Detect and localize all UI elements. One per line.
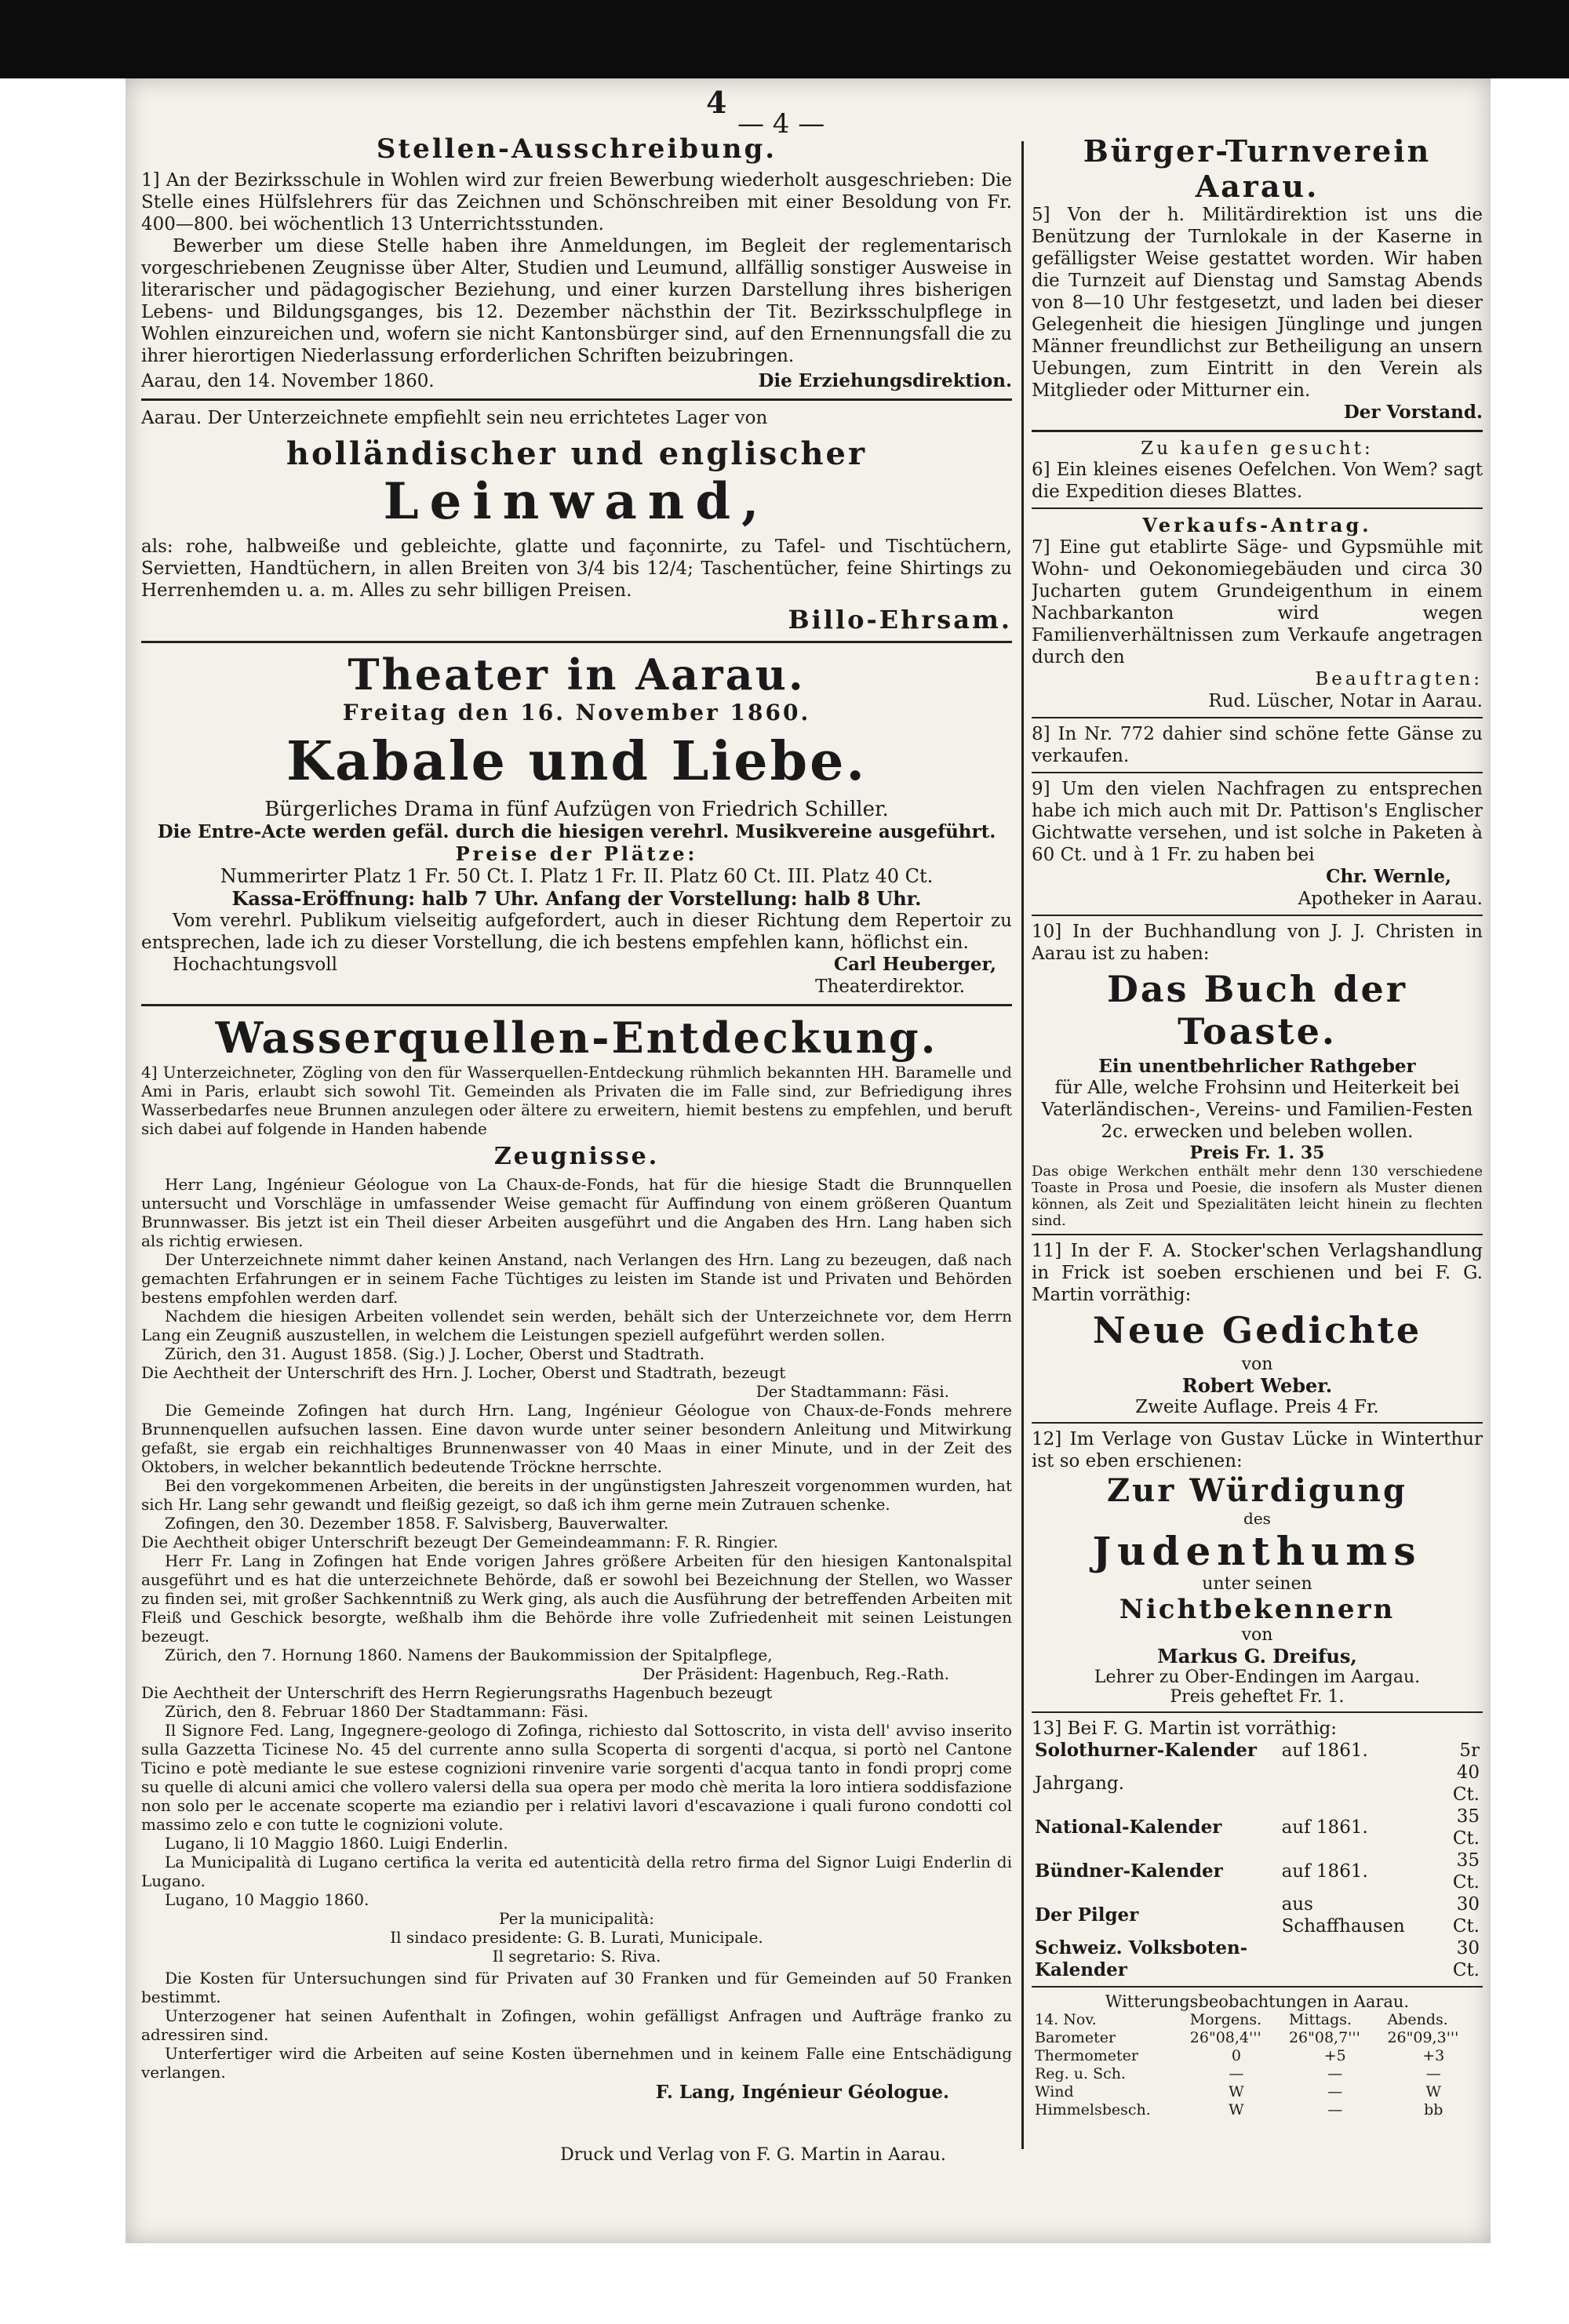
verkauf-b2: Beauftragten: <box>1315 669 1483 689</box>
gedichte-ed: Zweite Auflage. Preis 4 Fr. <box>1135 1397 1379 1417</box>
verkauf-sign: Rud. Lüscher, Notar in Aarau. <box>1208 691 1483 711</box>
table-row <box>1032 1849 1483 1893</box>
wasser-title: Wasserquellen-Entdeckung. <box>215 1013 938 1063</box>
toaste-body: für Alle, welche Frohsinn und Heiterkeit bei Vaterländischen-, Vereins- und Familien-Festen 2c. erwecken und beleben wollen. <box>1041 1078 1473 1142</box>
table-row <box>1032 2083 1483 2101</box>
theater-preise: Preise der Plätze: <box>455 842 698 865</box>
divider <box>141 398 1012 401</box>
header-cell: 14. Nov. <box>1035 2011 1097 2028</box>
wasser-z5d: Zofingen, den 30. Dezember 1858. F. Salvisberg, Bauverwalter. <box>165 1514 669 1533</box>
leinwand-sign: Billo-Ehrsam. <box>788 605 1012 635</box>
wasser-z9: La Municipalità di Lugano certifica la verita ed autenticità della retro firma del Signor Luigi Enderlin di Lugano. <box>141 1853 1012 1890</box>
table-row <box>1032 2101 1483 2119</box>
gicht-sign: Chr. Wernle, <box>1326 866 1451 887</box>
juden-t4: Nichtbekennern <box>1119 1594 1396 1625</box>
cell: Reg. u. Sch. <box>1035 2065 1127 2082</box>
turn-sign: Der Vorstand. <box>1343 402 1483 423</box>
wasser-z2: Der Unterzeichnete nimmt daher keinen Anstand, nach Verlangen des Hrn. Lang zu bezeugen, daß nach gemachten Erfahrungen er in seinem Fache Tüchtiges zu leisten im Stande ist und Privaten und Behörden bestens empfohlen werden darf. <box>141 1250 1012 1307</box>
kalender-intro: 13] Bei F. G. Martin ist vorräthig: <box>1032 1718 1338 1739</box>
wasser-z4: Die Gemeinde Zofingen hat durch Hrn. Lang, Ingénieur Géologue von Chaux-de-Fonds mehrere Brunnenquellen aufsuchen lassen. Eine davon wurde unter seiner besondern Anleitung und Mitwirkung gefaßt, sie ergab ein reichhaltiges Brunnenwasser von 40 Maas in einer Minute, und in der Zeit des Oktobers, in welcher bekanntlich bedeutende Tröckne herrschte. <box>141 1401 1012 1476</box>
theater-ad <box>141 649 1012 998</box>
table-row <box>1032 2029 1483 2047</box>
kaufen-head: Zu kaufen gesucht: <box>1141 438 1374 459</box>
turn-title: Bürger-Turnverein Aarau. <box>1083 133 1432 204</box>
theater-prices: Nummerirter Platz 1 Fr. 50 Ct. I. Platz 1 Fr. II. Platz 60 Ct. III. Platz 40 Ct. <box>220 865 934 887</box>
wasser-n3: Unterfertiger wird die Arbeiten auf seine Kosten übernehmen und in keinem Falle eine Entschädigung verlangen. <box>141 2044 1012 2082</box>
wasser-z1: Herr Lang, Ingénieur Géologue von La Chaux-de-Fonds, hat für die hiesige Stadt die Brunnquellen untersucht und Vorschläge in umfassender Weise gemacht für Auffindung von einem größeren Quantum Brunnwasser. Bis jetzt ist ein Theil dieser Arbeiten ausgeführt und die Angaben des Hrn. Lang haben sich als richtig erwiesen. <box>141 1175 1012 1250</box>
kalender-price: 35 Ct. <box>1452 1850 1480 1893</box>
divider <box>1032 1234 1483 1235</box>
wasser-z7: Die Aechtheit der Unterschrift des Herrn Regierungsraths Hagenbuch bezeugt <box>141 1683 773 1702</box>
stellen-date: Aarau, den 14. November 1860. <box>141 371 435 391</box>
imprint: Druck und Verlag von F. G. Martin in Aarau. <box>560 2145 946 2165</box>
wasser-z7d: Zürich, den 8. Februar 1860 Der Stadtammann: Fäsi. <box>165 1702 589 1721</box>
cell: Himmelsbesch. <box>1035 2101 1151 2119</box>
kalender-table <box>1032 1740 1483 1981</box>
wasser-z6e: Der Präsident: Hagenbuch, Reg.-Rath. <box>643 1664 949 1683</box>
cell: +5 <box>1323 2047 1346 2064</box>
stellen-ad <box>141 133 1012 392</box>
header-cell: Morgens. <box>1189 2011 1262 2028</box>
cell: 26"08,7''' <box>1288 2029 1360 2046</box>
wasser-n1: Die Kosten für Untersuchungen sind für Privaten auf 30 Franken und für Gemeinden auf 50 Franken bestimmt. <box>141 1969 1012 2006</box>
kalender-price: 30 Ct. <box>1452 1938 1480 1980</box>
kalender-year: auf 1861. <box>1281 1861 1368 1882</box>
leinwand-body: als: rohe, halbweiße und gebleichte, glatte und façonnirte, zu Tafel- und Tischtüchern, Servietten, Handtüchern, in allen Breiten von 3/4 bis 12/4; Taschentücher, feine Shirtings zu Herrenhemden u. a. m. Alles zu sehr billigen Preisen. <box>141 536 1012 601</box>
theater-date: Freitag den 16. November 1860. <box>342 700 811 726</box>
left-column <box>141 133 1012 2133</box>
wasser-zeugnisse: Zeugnisse. <box>493 1143 660 1170</box>
cell: bb <box>1424 2101 1443 2119</box>
cell: — <box>1327 2065 1343 2082</box>
verkauf-body: 7] Eine gut etablirte Säge- und Gypsmühle mit Wohn- und Oekonomiegebäuden und circa 30 Jucharten gutem Grundeigenthum in einem Nachbarkanton wird wegen Familienverhältnissen zum Verkaufe angetragen durch den <box>1032 537 1483 667</box>
scan-border <box>0 0 1569 78</box>
divider <box>1032 507 1483 509</box>
toaste-ad <box>1032 921 1483 1229</box>
kalender-name: Solothurner-Kalender <box>1035 1740 1258 1761</box>
kalender-name: Jahrgang. <box>1035 1773 1125 1794</box>
right-column <box>1032 133 1483 2133</box>
theater-greet: Hochachtungsvoll <box>173 955 337 975</box>
cell: W <box>1229 2101 1244 2119</box>
wasser-z9f: Il sindaco presidente: G. B. Lurati, Municipale. <box>390 1928 763 1947</box>
toaste-sub: Ein unentbehrlicher Rathgeber <box>1098 1056 1416 1077</box>
cell: — <box>1327 2101 1343 2119</box>
page-number: 4 <box>706 85 727 120</box>
divider <box>141 641 1012 643</box>
table-row <box>1032 1937 1483 1981</box>
wasser-sign: F. Lang, Ingénieur Géologue. <box>655 2082 949 2103</box>
wasser-z3d: Zürich, den 31. August 1858. (Sig.) J. Locher, Oberst und Stadtrath. <box>165 1344 705 1363</box>
leinwand-title2: Leinwand, <box>383 472 770 531</box>
wasser-n2: Unterzogener hat seinen Aufenthalt in Zofingen, wohin gefälligst Anfragen und Aufträge franko zu adressiren sind. <box>141 2006 1012 2044</box>
theater-sign: Carl Heuberger, <box>833 954 996 975</box>
header-cell: Abends. <box>1387 2011 1448 2028</box>
table-header <box>1032 2011 1483 2029</box>
kalender-price: 35 Ct. <box>1452 1806 1480 1849</box>
cell: — <box>1229 2065 1244 2082</box>
gedichte-von: von <box>1241 1355 1273 1374</box>
cell: — <box>1327 2083 1343 2100</box>
wasser-ad <box>141 1013 1012 2104</box>
table-row <box>1032 2065 1483 2083</box>
wasser-z8: Il Signore Fed. Lang, Ingegnere-geologo di Zofinga, richiesto dal Sottoscrito, in vista dell' avviso inserito sulla Gazzetta Ticinese No. 45 del currente anno sulla Scoperta di sorgenti d'acqua, si portò nel Cantone Ticino e potè mediante le sue estese cognizioni rinvenire varie sorgenti d'acqua tanto in fondi proprj come su quelle di alcuni amici che vollero valersi della sua opera per modo chè merita la loro intiera soddisfazione non solo per le accenate scoperte ma eziandio per i relativi lavori d'escavazione i quali furono condotti col massimo zelo e con tutte le cognizioni volute. <box>141 1721 1012 1834</box>
wasser-z3: Nachdem die hiesigen Arbeiten vollendet sein werden, behält sich der Unterzeichnete vor, dem Herrn Lang ein Zeugniß auszustellen, in welchem die Leistungen speziell aufgeführt werden sollen. <box>141 1307 1012 1344</box>
table-row <box>1032 2047 1483 2065</box>
kalender-year <box>1279 1937 1432 1981</box>
cell: 0 <box>1231 2047 1241 2064</box>
wasser-z9g: Il segretario: S. Riva. <box>492 1947 661 1966</box>
divider <box>141 1004 1012 1006</box>
verkauf-ad <box>1032 514 1483 712</box>
stellen-heading: Stellen-Ausschreibung. <box>376 133 777 165</box>
wasser-z5: Bei den vorgekommenen Arbeiten, die bereits in der ungünstigsten Jahreszeit vorgenommen wurden, hat sich Hr. Lang sehr gewandt und fleißig gezeigt, so daß ich ihm gerne mein Zutrauen schenke. <box>141 1476 1012 1514</box>
theater-body: Vom verehrl. Publikum vielseitig aufgefordert, auch in dieser Richtung dem Repertoir zu entsprechen, lade ich zu dieser Vorstellung, die ich bestens empfehlen kann, höflichst ein. <box>141 911 1012 953</box>
juden-intro: 12] Im Verlage von Gustav Lücke in Winterthur ist so eben erschienen: <box>1032 1429 1483 1471</box>
juden-author: Markus G. Dreifus, <box>1157 1645 1357 1668</box>
leinwand-title1: holländischer und englischer <box>286 435 868 472</box>
wasser-z9d: Lugano, 10 Maggio 1860. <box>165 1890 369 1909</box>
kaufen-body: 6] Ein kleines eisenes Oefelchen. Von Wem? sagt die Expedition dieses Blattes. <box>1032 460 1483 502</box>
judenthum-ad <box>1032 1428 1483 1707</box>
divider <box>1032 772 1483 773</box>
toaste-price: Preis Fr. 1. 35 <box>1189 1143 1325 1163</box>
kalender-name: Schweiz. Volksboten-Kalender <box>1035 1937 1248 1980</box>
stellen-p2: Bewerber um diese Stelle haben ihre Anmeldungen, im Begleit der reglementarisch vorgeschriebenen Zeugnisse über Alter, Studien und Leumund, allfällig sonstiger Ausweise in literarischer und pädagogischer Beziehung, und einer kurzen Darstellung ihres bisherigen Lebens- und Bildungsganges, bis 12. Dezember nächsthin der Tit. Bezirksschulpflege in Wohlen einzureichen und, wofern sie nicht Kantonsbürger sind, auf den Ernennungsfall die zu ihrer hierortigen Niederlassung erforderlichen Schriften beizubringen. <box>141 236 1012 366</box>
theater-times: Kassa-Eröffnung: halb 7 Uhr. Anfang der Vorstellung: halb 8 Uhr. <box>231 887 922 910</box>
juden-role: Lehrer zu Ober-Endingen im Aargau. <box>1094 1668 1421 1687</box>
stellen-sign: Die Erziehungsdirektion. <box>758 370 1012 391</box>
gicht-body: 9] Um den vielen Nachfragen zu entsprechen habe ich mich auch mit Dr. Pattison's Englischer Gichtwatte versehen, und ist solche in Paketen à 60 Ct. und à 1 Fr. zu haben bei <box>1032 779 1483 865</box>
kalender-year <box>1279 1762 1432 1806</box>
cell: W <box>1425 2083 1441 2100</box>
cell: W <box>1229 2083 1244 2100</box>
cell: Thermometer <box>1035 2047 1138 2064</box>
theater-title: Theater in Aarau. <box>348 649 806 700</box>
column-divider <box>1021 141 1024 2149</box>
kalender-year: auf 1861. <box>1281 1817 1368 1838</box>
table-row <box>1032 1893 1483 1937</box>
wasser-z6: Herr Fr. Lang in Zofingen hat Ende vorigen Jahres größere Arbeiten für den hiesigen Kantonalspital ausgeführt und es hat die unterzeichnete Behörde, daß er sowohl bei Bezeichnung der Stellen, wo Wasser zu finden sei, mit großer Sachkenntniß zu Werk ging, als auch die Ausführung der betreffenden Arbeiten mit Fleiß und Geschick besorgte, weßhalb ihm die Behörde ihre volle Zufriedenheit mit seinen Leistungen bezeugt. <box>141 1551 1012 1646</box>
theater-play: Kabale und Liebe. <box>286 730 868 793</box>
page-number-handwritten: — 4 — <box>737 108 825 140</box>
kalender-ad <box>1032 1718 1483 1981</box>
wetter-box <box>1032 1992 1483 2119</box>
turnverein-ad <box>1032 133 1483 424</box>
cell: 26"08,4''' <box>1189 2029 1261 2046</box>
kaufen-ad <box>1032 438 1483 503</box>
juden-price: Preis geheftet Fr. 1. <box>1170 1687 1345 1707</box>
divider <box>1032 1986 1483 1988</box>
header-cell: Mittags. <box>1288 2011 1352 2028</box>
juden-t2: Judenthums <box>1092 1528 1422 1574</box>
kalender-year: auf 1861. <box>1281 1740 1368 1761</box>
cell: — <box>1425 2065 1441 2082</box>
wetter-title: Witterungsbeobachtungen in Aarau. <box>1105 1992 1410 2011</box>
table-row <box>1032 1762 1483 1806</box>
leinwand-ad <box>141 407 1012 635</box>
wasser-z5e: Die Aechtheit obiger Unterschrift bezeugt Der Gemeindeammann: F. R. Ringier. <box>141 1533 778 1551</box>
wasser-z9e: Per la municipalità: <box>499 1909 654 1928</box>
wetter-table <box>1032 2011 1483 2119</box>
wasser-z8d: Lugano, li 10 Maggio 1860. Luigi Enderlin. <box>165 1834 508 1853</box>
toaste-intro: 10] In der Buchhandlung von J. J. Christen in Aarau ist zu haben: <box>1032 922 1483 964</box>
table-row <box>1032 1740 1483 1762</box>
turn-body: 5] Von der h. Militärdirektion ist uns die Benützung der Turnlokale in der Kaserne in gefälligster Weise gestattet worden. Wir haben die Turnzeit auf Dienstag und Samstag Abends von 8—10 Uhr festgesetzt, und laden bei dieser Gelegenheit die hiesigen Jünglinge und jungen Männer freundlichst zur Betheiligung an unsern Uebungen, zum Eintritt in den Verein als Mitglieder oder Mitturner ein. <box>1032 205 1483 401</box>
kalender-price: 5r <box>1459 1740 1480 1761</box>
wasser-z3e: Die Aechtheit der Unterschrift des Hrn. J. Locher, Oberst und Stadtrath, bezeugt <box>141 1363 786 1382</box>
gedichte-author: Robert Weber. <box>1181 1374 1333 1397</box>
cell: Wind <box>1035 2083 1074 2100</box>
kalender-year: aus Schaffhausen <box>1281 1894 1405 1937</box>
stellen-p1: 1] An der Bezirksschule in Wohlen wird zur freien Bewerbung wiederholt ausgeschrieben: Die Stelle eines Hülfslehrers für das Zeichnen und Schönschreiben mit einer Besoldung von Fr. 400—800. bei wöchentlich 13 Unterrichtsstunden. <box>141 170 1012 235</box>
juden-von: von <box>1241 1625 1273 1645</box>
theater-entre: Die Entre-Acte werden gefäl. durch die hiesigen verehrl. Musikvereine ausgeführt. <box>157 821 996 842</box>
kalender-name: National-Kalender <box>1035 1817 1222 1838</box>
wasser-z6d: Zürich, den 7. Hornung 1860. Namens der Baukommission der Spitalpflege, <box>165 1646 773 1664</box>
theater-role: Theaterdirektor. <box>815 977 965 997</box>
kalender-name: Bündner-Kalender <box>1035 1860 1223 1882</box>
kalender-price: 30 Ct. <box>1452 1894 1480 1937</box>
leinwand-intro: Aarau. Der Unterzeichnete empfiehlt sein neu errichtetes Lager von <box>141 408 768 428</box>
theater-sub: Bürgerliches Drama in fünf Aufzügen von Friedrich Schiller. <box>264 798 889 821</box>
divider <box>1032 915 1483 916</box>
divider <box>1032 1422 1483 1424</box>
wasser-z3f: Der Stadtammann: Fäsi. <box>755 1382 949 1401</box>
cell: Barometer <box>1035 2029 1116 2046</box>
gicht-ad <box>1032 778 1483 910</box>
cell: 26"09,3''' <box>1387 2029 1459 2046</box>
gedichte-intro: 11] In der F. A. Stocker'schen Verlagshandlung in Frick ist soeben erschienen und bei F. G. Martin vorräthig: <box>1032 1241 1483 1305</box>
divider <box>1032 717 1483 718</box>
gicht-role: Apotheker in Aarau. <box>1298 889 1483 909</box>
kalender-name: Der Pilger <box>1035 1904 1139 1926</box>
table-row <box>1032 1806 1483 1849</box>
cell: +3 <box>1422 2047 1445 2064</box>
toaste-title: Das Buch der Toaste. <box>1106 968 1408 1053</box>
gedichte-ad <box>1032 1240 1483 1417</box>
gaense-ad <box>1032 723 1483 767</box>
divider <box>1032 430 1483 432</box>
gedichte-title: Neue Gedichte <box>1092 1309 1422 1351</box>
verkauf-head: Verkaufs-Antrag. <box>1142 514 1372 536</box>
juden-des: des <box>1243 1509 1271 1528</box>
juden-t1: Zur Würdigung <box>1106 1472 1407 1509</box>
toaste-small: Das obige Werkchen enthält mehr denn 130 verschiedene Toaste in Prosa und Poesie, die insofern als Muster dienen können, als Zeit und Spezialitäten leicht hinein zu flechten sind. <box>1032 1163 1483 1229</box>
gaense-body: 8] In Nr. 772 dahier sind schöne fette Gänse zu verkaufen. <box>1032 724 1483 766</box>
kalender-price: 40 Ct. <box>1452 1762 1480 1805</box>
juden-t3: unter seinen <box>1202 1574 1312 1594</box>
wasser-p1: 4] Unterzeichneter, Zögling von den für Wasserquellen-Entdeckung rühmlich bekannten HH. Baramelle und Ami in Paris, erlaubt sich sowohl Tit. Gemeinden als Privaten die im Falle sind, zur Befriedigung ihres Wasserbedarfes neue Brunnen anzulegen oder ältere zu erweitern, hiemit bestens zu empfehlen, und beruft sich dabei auf folgende in Handen habende <box>141 1063 1012 1138</box>
divider <box>1032 1711 1483 1713</box>
